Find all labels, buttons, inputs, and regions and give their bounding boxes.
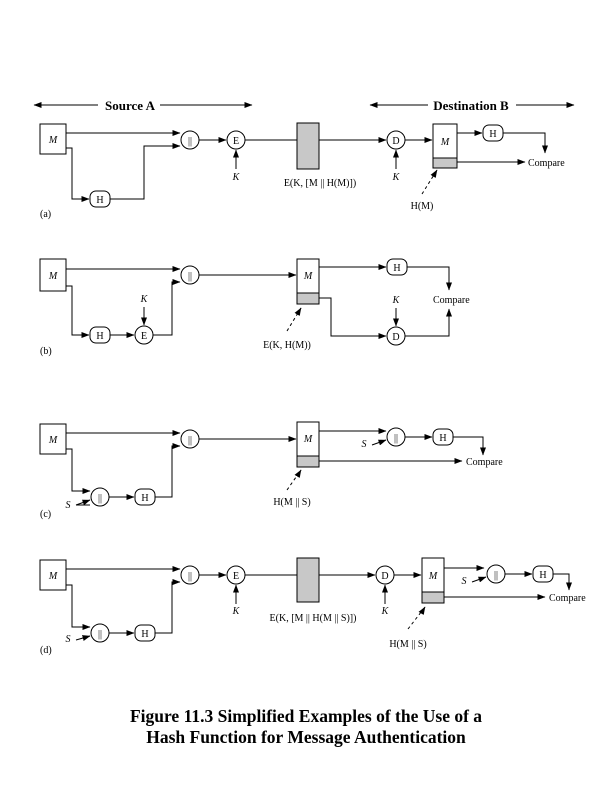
message-to-concat-s-arrow (66, 585, 90, 627)
received-message-label: M (428, 571, 438, 582)
received-message-label: M (303, 434, 313, 445)
encrypt-label: E (140, 331, 148, 342)
concat-label: || (187, 271, 193, 282)
concat-label-b: || (493, 570, 499, 581)
panel-b-label: (b) (40, 346, 52, 357)
hash-label-b: H (489, 129, 497, 140)
hash-label: H (141, 493, 149, 504)
tag-to-decrypt-arrow (319, 298, 386, 336)
message-label: M (48, 435, 58, 446)
header (34, 98, 574, 113)
key-label-decrypt: K (392, 172, 400, 183)
secret-label-b: S (461, 576, 467, 587)
message-to-hash-arrow (66, 148, 89, 199)
received-hash-box (433, 158, 457, 168)
panel-d-label: (d) (40, 645, 52, 656)
concat-s-label: || (97, 629, 103, 640)
message-to-concat-s-arrow (66, 449, 90, 491)
encrypt-to-concat-arrow (153, 282, 180, 335)
hash-label: H (96, 195, 104, 206)
hash-label: H (96, 331, 104, 342)
key-label-encrypt: K (140, 294, 148, 305)
decrypt-label: D (381, 571, 389, 582)
message-label: M (48, 571, 58, 582)
figure-caption-line-1: Figure 11.3 Simplified Examples of the Use of a (129, 706, 483, 726)
encrypt-label: E (232, 571, 240, 582)
hash-label-b: H (539, 570, 547, 581)
hash-label: H (141, 629, 149, 640)
source-a-label: Source A (105, 98, 155, 113)
hash-to-concat-arrow (155, 446, 180, 497)
hash-to-compare-arrow (553, 574, 569, 590)
secret-label: S (65, 634, 71, 645)
secret-arrow (76, 500, 90, 505)
concat-label: || (187, 571, 193, 582)
compare-label: Compare (433, 295, 470, 306)
ciphertext-label: E(K, [M || H(M || S)]) (269, 613, 357, 624)
ciphertext-label: E(K, [M || H(M)]) (283, 178, 357, 189)
secret-arrow-b (372, 440, 386, 445)
panel-c (40, 422, 503, 520)
received-message-label: M (440, 137, 450, 148)
decrypt-label: D (392, 332, 400, 343)
secret-arrow (76, 636, 90, 640)
secret-label-b: S (361, 439, 367, 450)
received-tag-box (297, 293, 319, 304)
enc-tag-label: E(K, H(M)) (263, 340, 311, 351)
panel-d (40, 558, 586, 656)
message-label: M (48, 271, 58, 282)
key-label-encrypt: K (232, 606, 240, 617)
panel-c-label: (c) (40, 509, 52, 520)
figure-caption-line-2: Hash Function for Message Authentication (146, 727, 466, 747)
panel-b (40, 259, 470, 357)
secret-arrow-b (472, 577, 486, 582)
hash-to-concat-arrow (110, 146, 180, 199)
hash-label-b: H (393, 263, 401, 274)
hash-label-b: H (439, 433, 447, 444)
secret-label: S (65, 500, 71, 511)
hash-to-compare-arrow (407, 267, 449, 290)
ciphertext-block (297, 123, 319, 169)
hash-to-compare-arrow (503, 133, 545, 153)
encrypt-label: E (232, 136, 240, 147)
hash-tag-label: H(M || S) (273, 497, 311, 508)
hash-tag-label: H(M || S) (389, 639, 427, 650)
concat-label: || (187, 136, 193, 147)
panel-a-label: (a) (40, 209, 52, 220)
message-label: M (48, 135, 58, 146)
enc-tag-pointer-head (298, 308, 301, 313)
hash-to-concat-arrow (155, 582, 180, 633)
hash-tag-label: H(M) (410, 201, 434, 212)
hash-tag-pointer-head (434, 170, 437, 175)
key-label-decrypt: K (392, 295, 400, 306)
key-label-encrypt: K (232, 172, 240, 183)
hash-to-compare-arrow (453, 437, 483, 455)
hash-tag-pointer-head (298, 470, 301, 475)
compare-label: Compare (549, 593, 586, 604)
received-hash-box (422, 592, 444, 603)
destination-b-label: Destination B (433, 98, 509, 113)
compare-label: Compare (466, 457, 503, 468)
ciphertext-block (297, 558, 319, 602)
decrypt-label: D (392, 136, 400, 147)
decrypt-to-compare-arrow (405, 309, 449, 336)
received-hash-box (297, 456, 319, 467)
received-message-label: M (303, 271, 313, 282)
concat-label: || (187, 435, 193, 446)
compare-label: Compare (528, 158, 565, 169)
concat-s-label: || (97, 493, 103, 504)
key-label-decrypt: K (381, 606, 389, 617)
concat-label-b: || (393, 433, 399, 444)
message-to-hash-arrow (66, 286, 89, 335)
panel-a (40, 123, 565, 220)
